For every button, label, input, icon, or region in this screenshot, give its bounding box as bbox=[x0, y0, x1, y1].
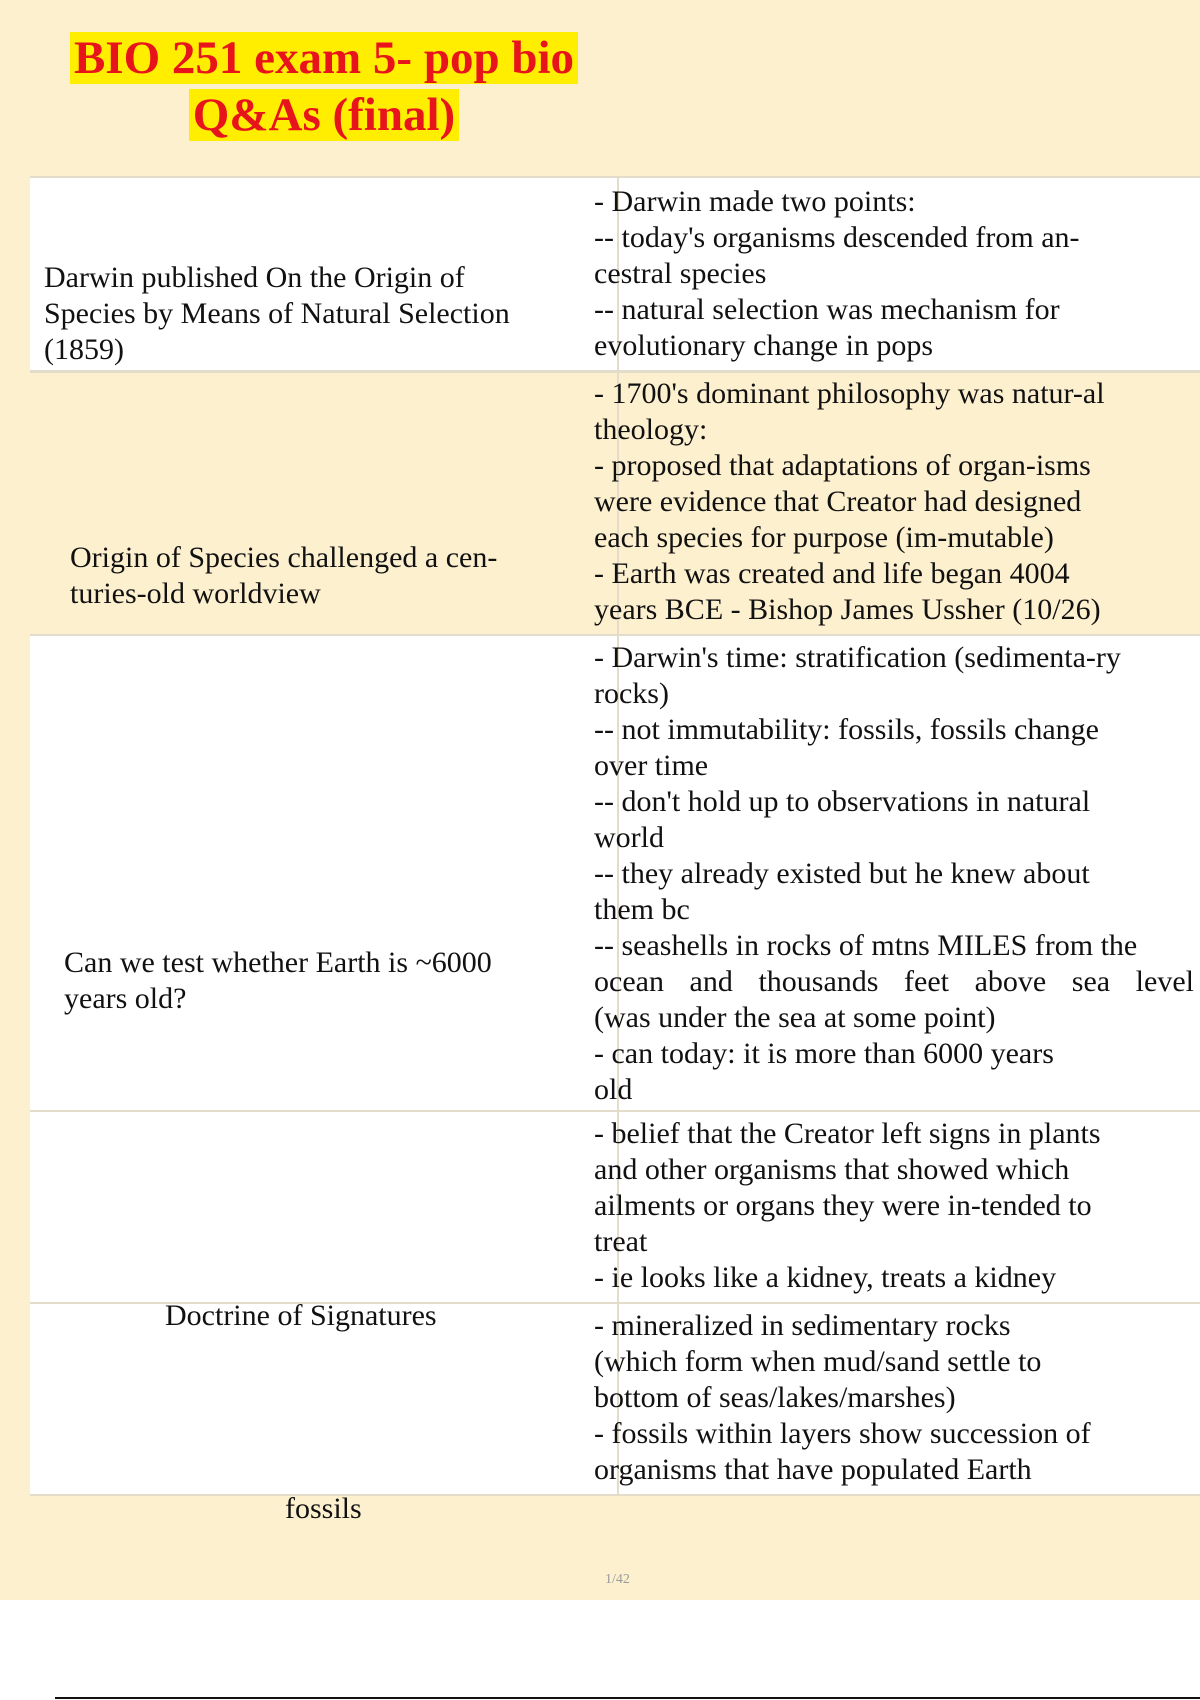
question-5 bbox=[285, 1491, 362, 1527]
answer-line: - Darwin's time: stratification (sedimenta-ry bbox=[594, 641, 1121, 674]
title-line-2: Q&As (final) bbox=[189, 89, 459, 141]
answer-line: - Earth was created and life began 4004 bbox=[594, 557, 1070, 590]
title-line-1: BIO 251 exam 5- pop bio bbox=[70, 32, 578, 84]
answer-line: - 1700's dominant philosophy was natur-al bbox=[594, 377, 1105, 410]
question-2 bbox=[70, 540, 497, 612]
question-4 bbox=[165, 1298, 437, 1334]
answer-line: - Darwin made two points: bbox=[594, 185, 916, 218]
answer-line: -- seashells in rocks of mtns MILES from the bbox=[594, 929, 1138, 962]
question-line: Origin of Species challenged a cen- bbox=[70, 541, 498, 574]
answer-line: were evidence that Creator had designed bbox=[594, 485, 1082, 518]
answer-line: each species for purpose (im-mutable) bbox=[594, 521, 1054, 554]
page-number: 1/42 bbox=[605, 1572, 630, 1587]
question-line: fossils bbox=[285, 1492, 362, 1525]
answer-2 bbox=[594, 376, 1194, 628]
answer-line: years BCE - Bishop James Ussher (10/26) bbox=[594, 593, 1101, 626]
answer-line: (was under the sea at some point) bbox=[594, 1001, 996, 1034]
question-1 bbox=[44, 260, 510, 368]
answer-line: - mineralized in sedimentary rocks bbox=[594, 1309, 1011, 1342]
answer-line: over time bbox=[594, 749, 709, 782]
answer-5 bbox=[594, 1308, 1194, 1488]
answer-line: them bc bbox=[594, 893, 690, 926]
answer-line: -- not immutability: fossils, fossils change bbox=[594, 713, 1099, 746]
answer-line: -- natural selection was mechanism for bbox=[594, 293, 1060, 326]
answer-line: ailments or organs they were in-tended to bbox=[594, 1189, 1092, 1222]
answer-line: world bbox=[594, 821, 664, 854]
answer-line: -- they already existed but he knew about bbox=[594, 857, 1090, 890]
footer-rule bbox=[55, 1697, 1200, 1699]
answer-line: (which form when mud/sand settle to bbox=[594, 1345, 1042, 1378]
question-line: Doctrine of Signatures bbox=[165, 1299, 437, 1332]
question-line: Darwin published On the Origin of bbox=[44, 261, 465, 294]
answer-line: evolutionary change in pops bbox=[594, 329, 934, 362]
answer-line: -- don't hold up to observations in natural bbox=[594, 785, 1091, 818]
question-line: turies-old worldview bbox=[70, 577, 321, 610]
answer-line: old bbox=[594, 1073, 633, 1106]
answer-line: rocks) bbox=[594, 677, 669, 710]
answer-line: - can today: it is more than 6000 years bbox=[594, 1037, 1054, 1070]
answer-line: cestral species bbox=[594, 257, 767, 290]
table-bottom-border bbox=[30, 1494, 1200, 1496]
answer-line: organisms that have populated Earth bbox=[594, 1453, 1032, 1486]
question-3 bbox=[64, 945, 492, 1017]
answer-line: ocean and thousands feet above sea level bbox=[594, 965, 1194, 998]
answer-line: bottom of seas/lakes/marshes) bbox=[594, 1381, 956, 1414]
question-line: Can we test whether Earth is ~6000 bbox=[64, 946, 492, 979]
answer-line: - proposed that adaptations of organ-isms bbox=[594, 449, 1091, 482]
answer-line: and other organisms that showed which bbox=[594, 1153, 1070, 1186]
question-line: Species by Means of Natural Selection bbox=[44, 297, 510, 330]
answer-line: theology: bbox=[594, 413, 708, 446]
answer-line: - ie looks like a kidney, treats a kidney bbox=[594, 1261, 1057, 1294]
answer-3 bbox=[594, 640, 1194, 1108]
answer-line: - fossils within layers show succession of bbox=[594, 1417, 1091, 1450]
answer-1 bbox=[594, 184, 1194, 364]
answer-line: treat bbox=[594, 1225, 648, 1258]
answer-line: -- today's organisms descended from an- bbox=[594, 221, 1080, 254]
answer-4 bbox=[594, 1116, 1194, 1296]
document-title bbox=[64, 30, 584, 144]
answer-line: - belief that the Creator left signs in plants bbox=[594, 1117, 1101, 1150]
question-line: (1859) bbox=[44, 333, 124, 366]
question-line: years old? bbox=[64, 982, 187, 1015]
